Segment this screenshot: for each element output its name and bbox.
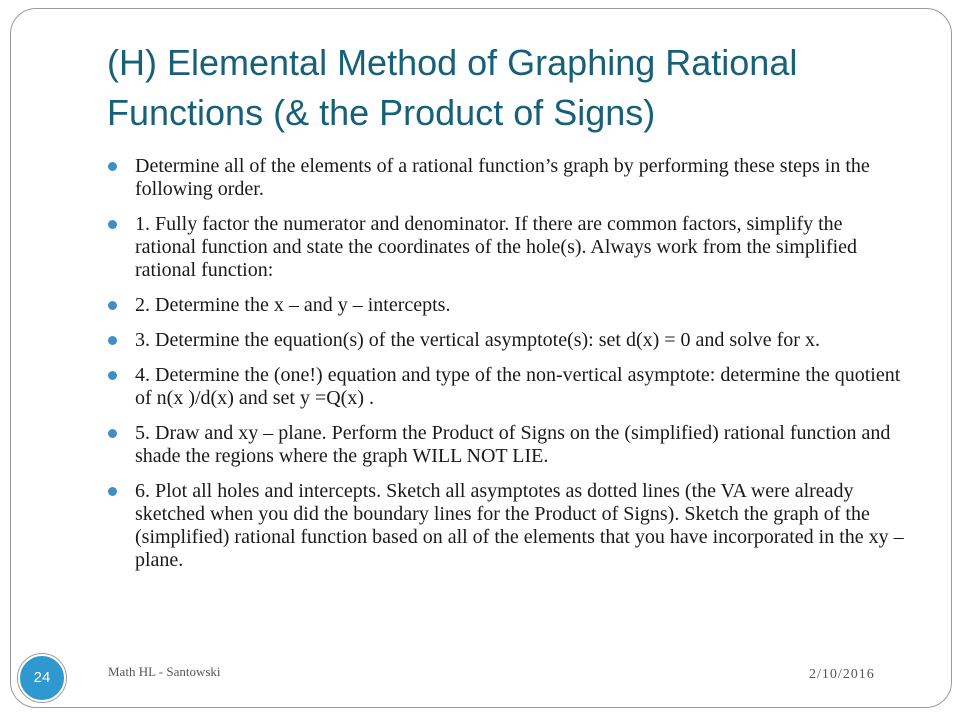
bullet-dot-icon — [108, 487, 117, 496]
bullet-item — [108, 155, 908, 201]
bullet-text: 5. Draw and xy – plane. Perform the Product of Signs on the (simplified) rational function and shade the regions where the graph WILL NOT LIE. — [135, 422, 891, 467]
bullet-text: 2. Determine the x – and y – intercepts. — [135, 294, 451, 316]
bullet-dot-icon — [108, 162, 117, 171]
page-number-badge: 24 — [18, 654, 66, 702]
slide-title: (H) Elemental Method of Graphing Rational Functions (& the Product of Signs) — [107, 42, 798, 133]
bullet-text: 1. Fully factor the numerator and denominator. If there are common factors, simplify the rational function and state the coordinates of the hole(s). Always work from the simplified rational function: — [135, 213, 858, 281]
bullet-dot-icon — [108, 429, 117, 438]
bullet-list — [108, 155, 908, 584]
bullet-item — [108, 294, 908, 317]
bullet-text: 4. Determine the (one!) equation and type of the non-vertical asymptote: determine the quotient of n(x )/d(x) and set y =Q(x) . — [135, 364, 901, 409]
bullet-dot-icon — [108, 220, 117, 229]
bullet-item — [108, 364, 908, 410]
bullet-item — [108, 480, 908, 572]
footer-date: 2/10/2016 — [809, 667, 875, 682]
footer-author: Math HL - Santowski — [108, 664, 221, 679]
bullet-dot-icon — [108, 336, 117, 345]
bullet-text: 3. Determine the equation(s) of the vertical asymptote(s): set d(x) = 0 and solve for x. — [135, 329, 820, 351]
bullet-text: 6. Plot all holes and intercepts. Sketch all asymptotes as dotted lines (the VA were already sketched when you did the boundary lines for the Product of Signs). Sketch the graph of the (simplified) rational function based on all of the elements that you have incorporated in the xy – plane. — [135, 480, 904, 571]
bullet-text: Determine all of the elements of a rational function’s graph by performing these steps in the following order. — [135, 155, 870, 200]
bullet-item — [108, 422, 908, 468]
bullet-item — [108, 329, 908, 352]
bullet-item — [108, 213, 908, 282]
bullet-dot-icon — [108, 301, 117, 310]
bullet-dot-icon — [108, 371, 117, 380]
